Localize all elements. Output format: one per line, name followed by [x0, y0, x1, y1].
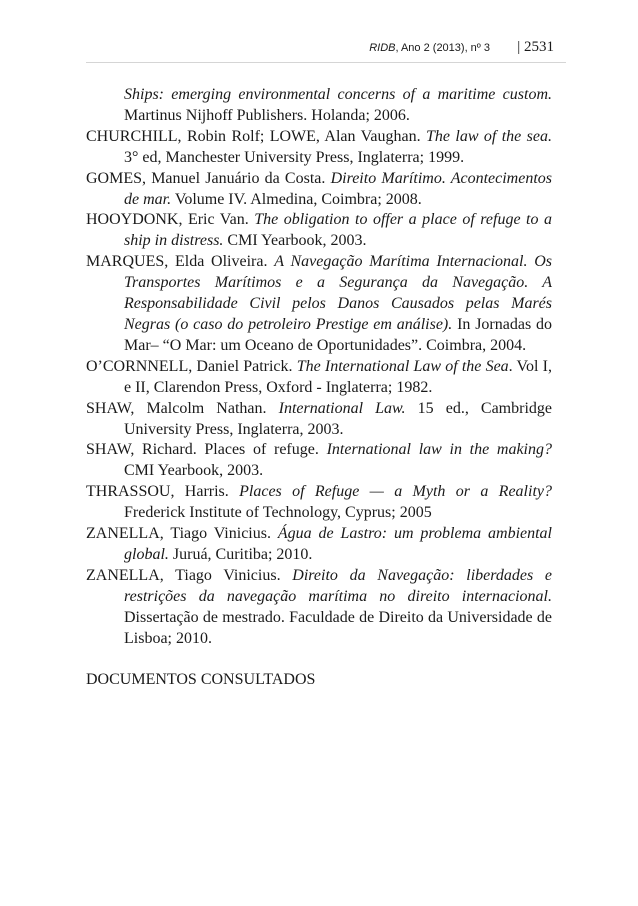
reference-entry [86, 252, 552, 357]
reference-details: Volume IV. Almedina, Coimbra; 2008. [171, 190, 422, 208]
reference-entry [86, 127, 552, 169]
reference-title: Direito da Navegação: liberdades e restrições da navegação marítima no direito internacional. [124, 566, 552, 605]
reference-title: International law in the making? [326, 441, 552, 459]
reference-title: Direito Marítimo. Acontecimentos de mar. [124, 169, 553, 208]
reference-details: Juruá, Curitiba; 2010. [168, 545, 313, 563]
reference-author: SHAW, Richard. Places of refuge. [86, 441, 327, 459]
running-header [86, 40, 566, 60]
reference-entry [86, 566, 552, 650]
reference-entry [86, 357, 552, 399]
reference-title: The obligation to offer a place of refuge to a ship in distress. [124, 211, 553, 250]
reference-entry [86, 440, 552, 482]
reference-title: International Law. [278, 399, 406, 417]
reference-author: THRASSOU, Harris. [86, 483, 240, 501]
reference-entry [86, 399, 552, 441]
journal-citation [369, 42, 490, 54]
reference-title: Ships: emerging environmental concerns of a maritime custom. [124, 86, 552, 103]
reference-entry [86, 169, 552, 211]
reference-details: . Vol I, e II, Clarendon Press, Oxford - Inglaterra; 1982. [124, 357, 552, 396]
reference-details: In Jornadas do Mar– “O Mar: um Oceano de Oportunidades”. Coimbra, 2004. [124, 315, 552, 354]
bibliography [86, 85, 552, 691]
reference-details: 15 ed., Cambridge University Press, Inglaterra, 2003. [124, 399, 553, 438]
reference-title: The International Law of the Sea [296, 357, 509, 375]
reference-details: Martinus Nijhoff Publishers. Holanda; 2006. [124, 106, 410, 124]
reference-author: ZANELLA, Tiago Vinicius. [86, 566, 293, 584]
reference-details: Dissertação de mestrado. Faculdade de Direito da Universidade de Lisboa; 2010. [124, 608, 552, 647]
journal-abbreviation: RIDB [369, 42, 396, 54]
header-divider [86, 62, 566, 63]
reference-author: HOOYDONK, Eric Van. [86, 211, 255, 229]
reference-author: O’CORNNELL, Daniel Patrick. [86, 357, 297, 375]
reference-entry [86, 482, 552, 524]
reference-title: The law of the sea. [426, 127, 553, 145]
reference-entry [86, 524, 552, 566]
reference-title: Água de Lastro: um problema ambiental global. [124, 525, 553, 563]
reference-details: CMI Yearbook, 2003. [124, 462, 264, 480]
reference-author: SHAW, Malcolm Nathan. [86, 399, 279, 417]
page-number: | 2531 [517, 39, 554, 55]
reference-author: MARQUES, Elda Oliveira. [86, 253, 275, 271]
reference-title: A Navegação Marítima Internacional. Os Transportes Marítimos e a Segurança da Navegação. A Responsabilidade Civil pelos Danos Causados pelas Marés Negras (o caso do petroleiro Prestige em análise). [124, 253, 553, 333]
section-heading: DOCUMENTOS CONSULTADOS [86, 671, 316, 689]
reference-details: Frederick Institute of Technology, Cyprus; 2005 [124, 504, 432, 522]
reference-details: CMI Yearbook, 2003. [223, 232, 367, 250]
reference-author: ZANELLA, Tiago Vinicius. [86, 525, 278, 543]
reference-details: 3° ed, Manchester University Press, Inglaterra; 1999. [124, 148, 465, 166]
journal-issue: , Ano 2 (2013), nº 3 [395, 42, 490, 54]
reference-entry [86, 85, 552, 127]
reference-entry [86, 210, 552, 252]
reference-title: Places of Refuge — a Myth or a Reality? [239, 483, 552, 501]
reference-author: CHURCHILL, Robin Rolf; LOWE, Alan Vaughan. [86, 127, 427, 145]
reference-author: GOMES, Manuel Januário da Costa. [86, 169, 331, 187]
